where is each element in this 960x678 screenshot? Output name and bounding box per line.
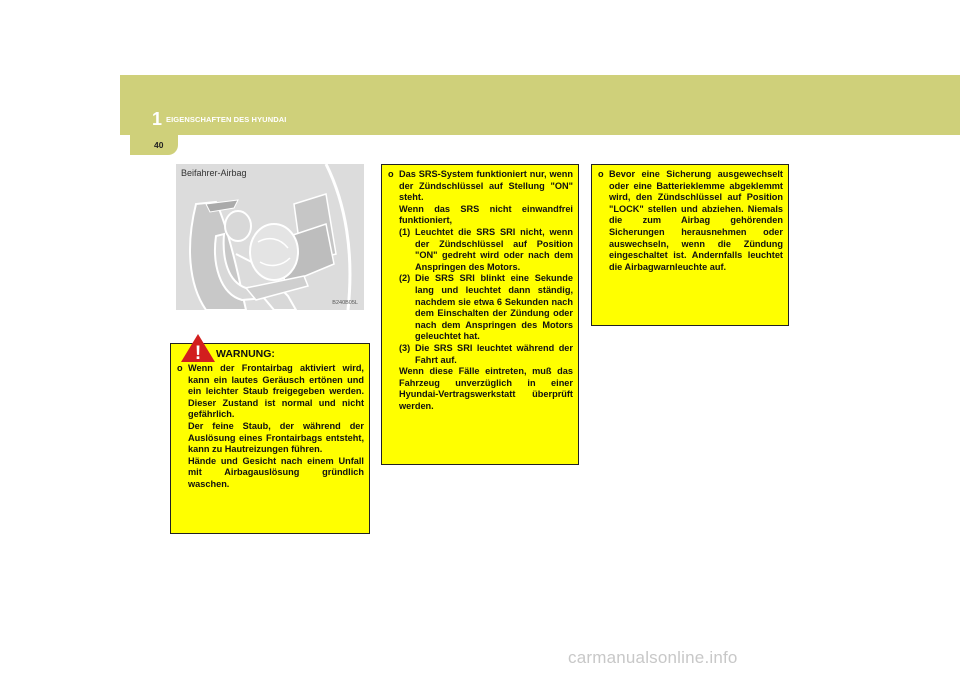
bullet: o xyxy=(177,363,183,373)
chapter-number: 1 xyxy=(152,109,163,129)
warning-box xyxy=(170,343,370,534)
header-band xyxy=(120,75,960,135)
figure-code: B240B05L xyxy=(332,300,358,306)
fuse-text: Bevor eine Sicherung ausgewechselt oder eine Batterieklemme abgeklemmt wird, den Zündschlüssel auf Position "LOCK" stellen und abziehen. Niemals die zum Airbag gehörenden Sicherungen herausnehmen oder auswechseln, wenn die Zündung eingeschaltet ist. Andernfalls leuchtet die Airbagwarnleuchte auf. xyxy=(609,169,783,272)
srs-condition xyxy=(388,273,573,343)
bullet: o xyxy=(598,169,604,179)
condition-number: (1) xyxy=(399,226,411,237)
warning-paragraph: Der feine Staub, der während der Auslösung eines Frontairbags entsteht, kann zu Hautreizungen führen. xyxy=(188,420,364,455)
airbag-figure xyxy=(176,164,364,310)
warning-paragraph: Wenn der Frontairbag aktiviert wird, kann ein lautes Geräusch ertönen und ein leichter Staub freigegeben werden. Dieser Zustand ist normal und nicht gefährlich. xyxy=(188,363,364,420)
warning-symbol: ! xyxy=(194,343,202,363)
airbag-passenger-illustration xyxy=(176,164,364,310)
condition-text: Die SRS SRI blinkt eine Sekunde lang und leuchtet dann ständig, nachdem sie etwa 6 Sekunden nach dem Einschalten der Zündung oder nach dem Anspringen des Motors geleuchtet hat. xyxy=(415,273,573,342)
watermark: carmanualsonline.info xyxy=(568,648,738,667)
condition-text: Die SRS SRI leuchtet während der Fahrt auf. xyxy=(415,342,573,365)
exclamation-warning-icon xyxy=(180,333,216,363)
srs-info-box xyxy=(381,164,579,465)
fuse-info-box xyxy=(591,164,789,326)
warning-title: WARNUNG: xyxy=(216,348,275,360)
page-number-tab xyxy=(130,135,178,155)
figure-title: Beifahrer-Airbag xyxy=(181,168,247,178)
srs-lead: Wenn das SRS nicht einwandfrei funktioniert, xyxy=(399,203,573,226)
condition-number: (3) xyxy=(399,342,411,353)
srs-item xyxy=(388,169,573,204)
warning-paragraph: Hände und Gesicht nach einem Unfall mit Airbagauslösung gründlich waschen. xyxy=(188,455,364,489)
chapter-title: EIGENSCHAFTEN DES HYUNDAI xyxy=(166,115,287,124)
srs-condition xyxy=(388,227,573,273)
condition-text: Leuchtet die SRS SRI nicht, wenn der Zündschlüssel auf Position "ON" gedreht wird oder nach dem Anspringen des Motors. xyxy=(415,226,573,272)
fuse-item xyxy=(598,169,783,273)
srs-closing: Wenn diese Fälle eintreten, muß das Fahrzeug unverzüglich in einer Hyundai-Vertragswerkstatt überprüft werden. xyxy=(399,366,573,411)
page-number: 40 xyxy=(154,140,164,150)
srs-condition xyxy=(388,343,573,366)
condition-number: (2) xyxy=(399,273,411,284)
warning-item xyxy=(177,363,364,491)
bullet: o xyxy=(388,169,394,179)
srs-intro: Das SRS-System funktioniert nur, wenn der Zündschlüssel auf Stellung "ON" steht. xyxy=(399,169,573,203)
